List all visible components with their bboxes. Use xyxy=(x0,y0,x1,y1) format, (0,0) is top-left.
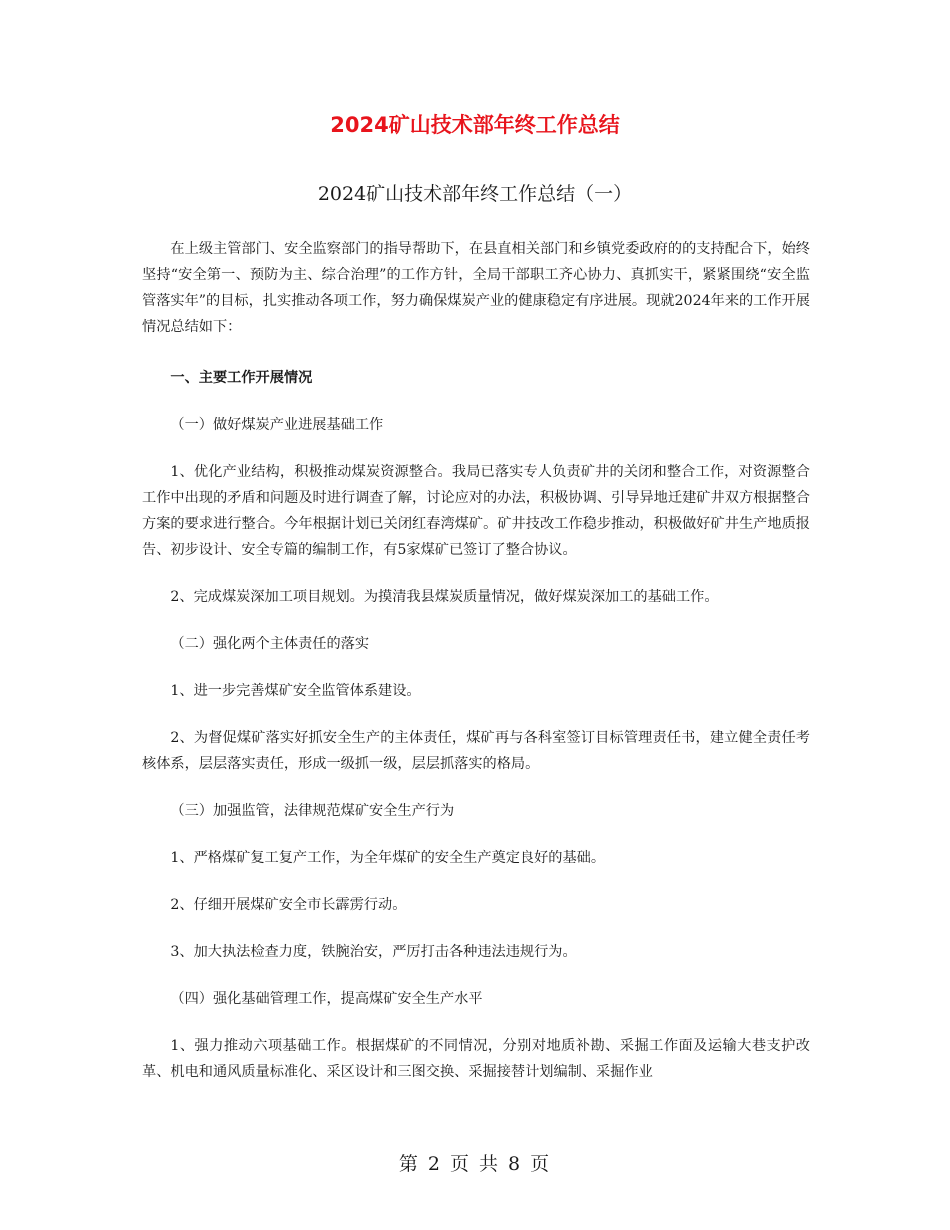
subsection-heading: （一）做好煤炭产业进展基础工作 xyxy=(170,417,384,433)
document-subtitle: 2024矿山技术部年终工作总结（一） xyxy=(317,183,633,205)
document-title: 2024矿山技术部年终工作总结 xyxy=(330,113,620,137)
body-paragraph: 1、强力推动六项基础工作。根据煤矿的不同情况，分别对地质补勘、采掘工作面及运输大巷支护改革、机电和通风质量标准化、采区设计和三图交换、采掘接替计划编制、采掘作业 xyxy=(142,1038,810,1080)
body-paragraph: 1、进一步完善煤矿安全监管体系建设。 xyxy=(170,683,421,699)
page-number-footer: 第 2 页 共 8 页 xyxy=(398,1153,552,1175)
subsection-heading: （三）加强监管，法律规范煤矿安全生产行为 xyxy=(170,803,455,819)
section-heading: 一、主要工作开展情况 xyxy=(170,370,313,386)
body-paragraph: 2、为督促煤矿落实好抓安全生产的主体责任，煤矿再与各科室签订目标管理责任书，建立健全责任考核体系，层层落实责任，形成一级抓一级，层层抓落实的格局。 xyxy=(142,730,810,772)
subsection-heading: （四）强化基础管理工作，提高煤矿安全生产水平 xyxy=(170,991,483,1007)
intro-paragraph: 在上级主管部门、安全监察部门的指导帮助下，在县直相关部门和乡镇党委政府的的支持配合下，始终坚持“安全第一、预防为主、综合治理”的工作方针，全局干部职工齐心协力、真抓实干，紧紧围绕“安全监管落实年”的目标，扎实推动各项工作，努力确保煤炭产业的健康稳定有序进展。现就2024年来的工作开展情况总结如下： xyxy=(142,241,810,335)
subsection-heading: （二）强化两个主体责任的落实 xyxy=(170,636,370,652)
body-paragraph: 1、严格煤矿复工复产工作，为全年煤矿的安全生产奠定良好的基础。 xyxy=(170,850,606,866)
body-paragraph: 3、加大执法检查力度，铁腕治安，严厉打击各种违法违规行为。 xyxy=(170,944,577,960)
body-paragraph: 2、完成煤炭深加工项目规划。为摸清我县煤炭质量情况，做好煤炭深加工的基础工作。 xyxy=(170,589,719,605)
document-body xyxy=(142,236,810,1085)
body-paragraph: 2、仔细开展煤矿安全市长霹雳行动。 xyxy=(170,897,407,913)
body-paragraph: 1、优化产业结构，积极推动煤炭资源整合。我局已落实专人负责矿井的关闭和整合工作，对资源整合工作中出现的矛盾和问题及时进行调查了解，讨论应对的办法，积极协调、引导异地迁建矿井双方根据整合方案的要求进行整合。今年根据计划已关闭红春湾煤矿。矿井技改工作稳步推动，积极做好矿井生产地质报告、初步设计、安全专篇的编制工作，有5家煤矿已签订了整合协议。 xyxy=(142,464,810,558)
